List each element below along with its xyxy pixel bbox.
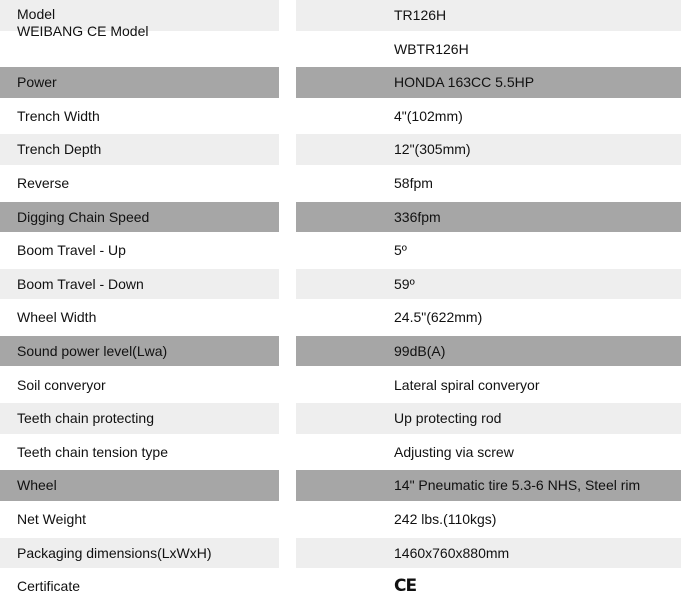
spec-label: Wheel Width (17, 309, 97, 326)
spec-row (0, 504, 681, 538)
spec-value: 12"(305mm) (296, 134, 681, 165)
spec-label: Digging Chain Speed (0, 202, 279, 233)
spec-row (0, 538, 681, 572)
spec-label: Certificate (17, 578, 81, 595)
spec-label: Soil converyor (17, 376, 106, 393)
spec-row (0, 134, 681, 168)
spec-label: Trench Depth (0, 134, 279, 165)
spec-value: 5º (394, 242, 407, 259)
spec-row (0, 302, 681, 336)
spec-row (0, 101, 681, 135)
spec-label: Boom Travel - Down (0, 269, 279, 300)
spec-row (0, 269, 681, 303)
spec-label: Teeth chain protecting (0, 403, 279, 434)
spec-row (0, 202, 681, 236)
spec-value: Up protecting rod (296, 403, 681, 434)
spec-value: 4"(102mm) (394, 107, 463, 124)
ce-mark: CE (394, 576, 417, 597)
spec-value: 24.5"(622mm) (394, 309, 483, 326)
spec-value: Lateral spiral converyor (394, 376, 540, 393)
spec-label: Wheel (0, 470, 279, 501)
spec-rows (0, 67, 681, 605)
spec-label: Trench Width (17, 107, 100, 124)
spec-label: Reverse (17, 174, 70, 191)
spec-value: 58fpm (394, 174, 433, 191)
spec-value: 14" Pneumatic tire 5.3-6 NHS, Steel rim (296, 470, 681, 501)
spec-row (0, 235, 681, 269)
model-label: Model (17, 6, 56, 22)
spec-value: HONDA 163CC 5.5HP (296, 67, 681, 98)
model-value: TR126H (296, 0, 681, 31)
model-row (0, 0, 681, 67)
spec-label: Teeth chain tension type (17, 443, 168, 460)
model-label-cell (0, 0, 279, 39)
spec-value: 59º (296, 269, 681, 300)
spec-row (0, 437, 681, 471)
spec-row (0, 571, 681, 605)
spec-row (0, 403, 681, 437)
spec-row (0, 370, 681, 404)
weibang-ce-model-value: WBTR126H (394, 40, 469, 57)
spec-label: Net Weight (17, 510, 86, 527)
spec-row (0, 336, 681, 370)
spec-label: Power (0, 67, 279, 98)
spec-label: Packaging dimensions(LxWxH) (0, 538, 279, 569)
spec-value: Adjusting via screw (394, 443, 514, 460)
weibang-ce-model-label: WEIBANG CE Model (17, 23, 149, 39)
spec-label: Sound power level(Lwa) (0, 336, 279, 367)
spec-value: 99dB(A) (296, 336, 681, 367)
spec-value: 1460x760x880mm (296, 538, 681, 569)
spec-label: Boom Travel - Up (17, 242, 126, 259)
spec-row (0, 470, 681, 504)
spec-row (0, 168, 681, 202)
spec-value: 336fpm (296, 202, 681, 233)
spec-value: 242 lbs.(110kgs) (394, 510, 497, 527)
spec-row (0, 67, 681, 101)
